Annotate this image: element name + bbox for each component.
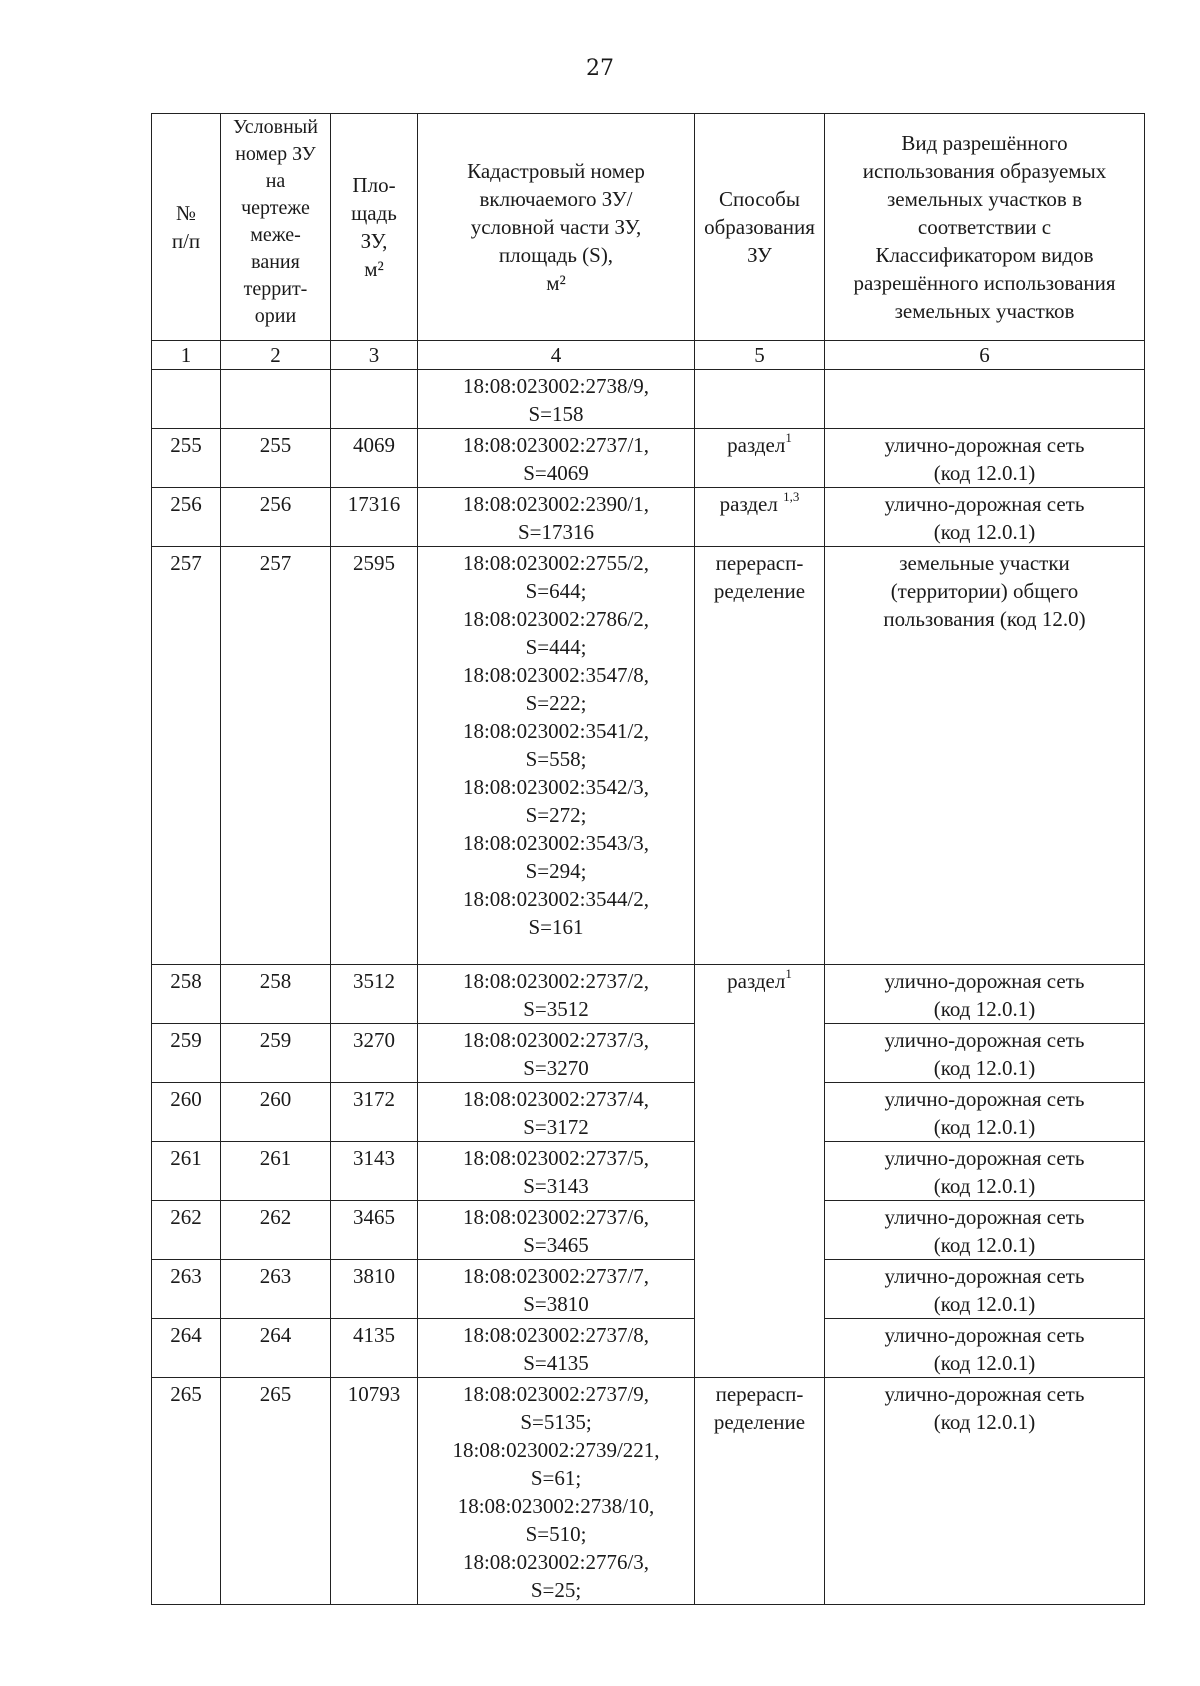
cadastral-cell: 18:08:023002:2737/4, S=3172 [418,1083,695,1142]
conditional-number: 264 [221,1319,331,1378]
conditional-number: 261 [221,1142,331,1201]
area-value: 3143 [331,1142,418,1201]
land-plots-table [151,113,1145,1605]
conditional-number: 255 [221,429,331,488]
conditional-number: 260 [221,1083,331,1142]
cadastral-cell: 18:08:023002:2390/1, S=17316 [418,488,695,547]
cadastral-cell: 18:08:023002:2737/5, S=3143 [418,1142,695,1201]
table-row [152,1201,1145,1260]
table-row [152,488,1145,547]
area-value: 3172 [331,1083,418,1142]
area-value: 3810 [331,1260,418,1319]
permitted-use: улично-дорожная сеть (код 12.0.1) [825,429,1145,488]
table-row [152,1319,1145,1378]
permitted-use: земельные участки (территории) общего пользования (код 12.0) [825,547,1145,965]
formation-method: раздел $^{1,3}$ [695,488,825,547]
conditional-number: 258 [221,965,331,1024]
permitted-use: улично-дорожная сеть (код 12.0.1) [825,1319,1145,1378]
area-value: 3512 [331,965,418,1024]
permitted-use: улично-дорожная сеть (код 12.0.1) [825,965,1145,1024]
row-number: 261 [152,1142,221,1201]
header-permitted-use: Вид разрешённого использования образуемых земельных участков в соответствии с Классификатором видов разрешённого использования земельных участков [825,114,1145,341]
table-row [152,1378,1145,1605]
page-number: 27 [586,56,614,81]
conditional-number: 263 [221,1260,331,1319]
formation-method: перерасп- ределение [695,547,825,965]
row-number: 257 [152,547,221,965]
cadastral-cell: 18:08:023002:2738/9, S=158 [418,370,695,429]
column-number: 1 [152,341,221,370]
cadastral-cell: 18:08:023002:2737/7, S=3810 [418,1260,695,1319]
row-number: 265 [152,1378,221,1605]
area-value: 4069 [331,429,418,488]
permitted-use: улично-дорожная сеть (код 12.0.1) [825,1201,1145,1260]
permitted-use: улично-дорожная сеть (код 12.0.1) [825,1142,1145,1201]
area-value: 17316 [331,488,418,547]
header-cadastral: Кадастровый номер включаемого ЗУ/ условной части ЗУ, площадь (S), м² [418,114,695,341]
permitted-use: улично-дорожная сеть (код 12.0.1) [825,1378,1145,1605]
table-row [152,1083,1145,1142]
area-value: 2595 [331,547,418,965]
permitted-use: улично-дорожная сеть (код 12.0.1) [825,1260,1145,1319]
header-conditional-number: Условный номер ЗУ на чертеже меже- вания террит- ории [221,114,331,341]
table-row [152,1024,1145,1083]
table-header-row [152,114,1145,341]
area-value: 3270 [331,1024,418,1083]
cadastral-cell: 18:08:023002:2755/2, S=644; 18:08:023002:2786/2, S=444; 18:08:023002:3547/8, S=222; 18:08:023002:3541/2, S=558; 18:08:023002:3542/3, S=272; 18:08:023002:3543/3, S=294; 18:08:023002:3544/2, S=161 [418,547,695,965]
formation-method: раздел$^1$ [695,429,825,488]
table-row [152,1142,1145,1201]
table-row-continuation [152,370,1145,429]
column-number: 4 [418,341,695,370]
permitted-use: улично-дорожная сеть (код 12.0.1) [825,1083,1145,1142]
table-row [152,429,1145,488]
table-row [152,1260,1145,1319]
column-number: 5 [695,341,825,370]
row-number: 262 [152,1201,221,1260]
conditional-number: 265 [221,1378,331,1605]
conditional-number: 257 [221,547,331,965]
formation-method: перерасп- ределение [695,1378,825,1605]
column-number: 2 [221,341,331,370]
table-row [152,547,1145,965]
row-number: 264 [152,1319,221,1378]
column-number: 6 [825,341,1145,370]
formation-method: раздел$^1$ [695,965,825,1378]
header-area: Пло- щадь ЗУ, м² [331,114,418,341]
column-number: 3 [331,341,418,370]
cadastral-cell: 18:08:023002:2737/2, S=3512 [418,965,695,1024]
area-value: 3465 [331,1201,418,1260]
cadastral-cell: 18:08:023002:2737/9, S=5135; 18:08:023002:2739/221, S=61; 18:08:023002:2738/10, S=510; 18:08:023002:2776/3, S=25; [418,1378,695,1605]
permitted-use: улично-дорожная сеть (код 12.0.1) [825,488,1145,547]
area-value: 10793 [331,1378,418,1605]
cadastral-cell: 18:08:023002:2737/1, S=4069 [418,429,695,488]
conditional-number: 262 [221,1201,331,1260]
conditional-number: 259 [221,1024,331,1083]
header-formation-method: Способы образования ЗУ [695,114,825,341]
cadastral-cell: 18:08:023002:2737/8, S=4135 [418,1319,695,1378]
permitted-use: улично-дорожная сеть (код 12.0.1) [825,1024,1145,1083]
area-value: 4135 [331,1319,418,1378]
row-number: 259 [152,1024,221,1083]
cadastral-cell: 18:08:023002:2737/3, S=3270 [418,1024,695,1083]
column-numbers-row [152,341,1145,370]
row-number: 255 [152,429,221,488]
row-number: 256 [152,488,221,547]
conditional-number: 256 [221,488,331,547]
cadastral-cell: 18:08:023002:2737/6, S=3465 [418,1201,695,1260]
row-number: 260 [152,1083,221,1142]
row-number: 258 [152,965,221,1024]
row-number: 263 [152,1260,221,1319]
header-number: № п/п [152,114,221,341]
table-row [152,965,1145,1024]
